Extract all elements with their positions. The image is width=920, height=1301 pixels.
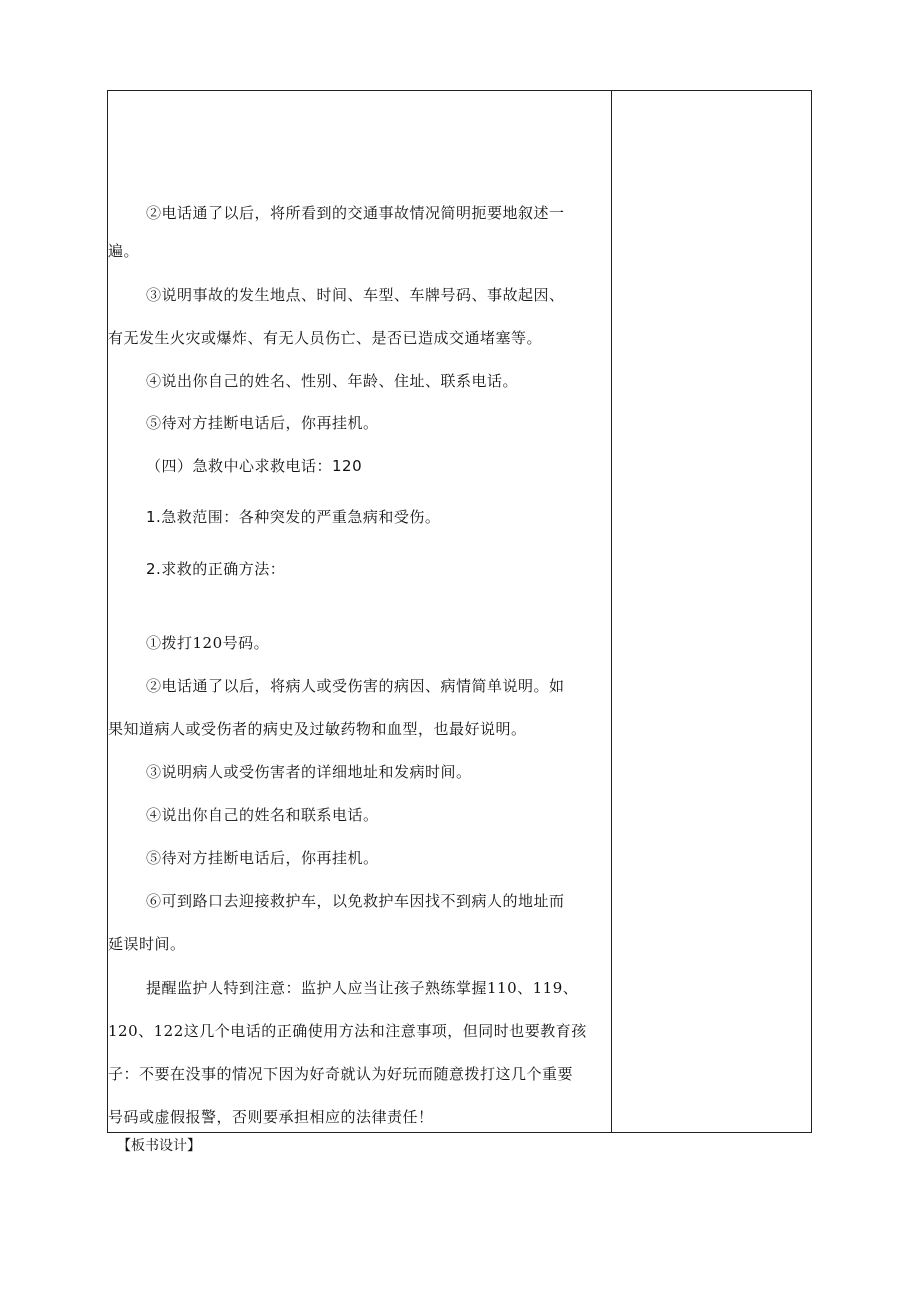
text-line: ④说出你自己的姓名和联系电话。 (146, 806, 379, 824)
content-cell (108, 91, 611, 1132)
text-line: ⑤待对方挂断电话后，你再挂机。 (146, 414, 379, 432)
lesson-table (107, 90, 812, 1133)
text-line: ③说明病人或受伤害者的详细地址和发病时间。 (146, 763, 472, 781)
text-line: ⑤待对方挂断电话后，你再挂机。 (146, 849, 379, 867)
text-line: 1.急救范围：各种突发的严重急病和受伤。 (146, 508, 441, 526)
text-line: 号码或虚假报警，否则要承担相应的法律责任！ (108, 1108, 434, 1126)
text-line: 遍。 (108, 242, 140, 260)
text-line: 延误时间。 (108, 935, 186, 953)
board-design-label: 【板书设计】 (117, 1138, 201, 1154)
section-heading: （四）急救中心求救电话：120 (146, 457, 363, 475)
notes-cell (612, 91, 811, 1132)
text-line: ②电话通了以后，将所看到的交通事故情况简明扼要地叙述一 (146, 204, 565, 222)
text-line: 提醒监护人特到注意：监护人应当让孩子熟练掌握110、119、 (146, 979, 579, 997)
text-line: 子：不要在没事的情况下因为好奇就认为好玩而随意拨打这几个重要 (108, 1065, 574, 1083)
text-line: ⑥可到路口去迎接救护车，以免救护车因找不到病人的地址而 (146, 892, 565, 910)
text-line: ③说明事故的发生地点、时间、车型、车牌号码、事故起因、 (146, 286, 565, 304)
text-line: ②电话通了以后，将病人或受伤害的病因、病情简单说明。如 (146, 677, 565, 695)
text-line: 果知道病人或受伤者的病史及过敏药物和血型，也最好说明。 (108, 720, 527, 738)
text-line: 2.求救的正确方法： (146, 560, 286, 578)
text-line: 120、122这几个电话的正确使用方法和注意事项，但同时也要教育孩 (108, 1022, 587, 1040)
text-line: ①拨打120号码。 (146, 634, 270, 652)
text-line: 有无发生火灾或爆炸、有无人员伤亡、是否已造成交通堵塞等。 (108, 329, 543, 347)
text-line: ④说出你自己的姓名、性别、年龄、住址、联系电话。 (146, 372, 519, 390)
